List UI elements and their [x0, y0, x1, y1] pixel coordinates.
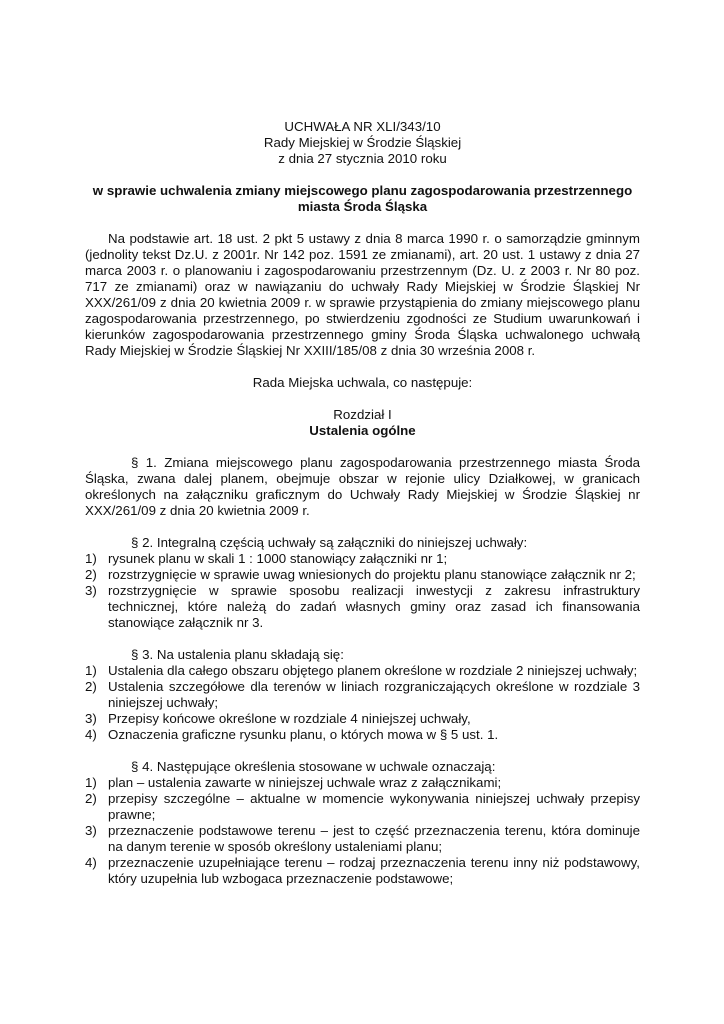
list-item: [85, 775, 640, 791]
list-item-text: rozstrzygnięcie w sprawie sposobu realizacji inwestycji z zakresu infrastruktury technicznej, które należą do zadań własnych gminy oraz zasad ich finansowania stanowiące załącznik nr 3.: [108, 583, 640, 630]
paragraph-1: § 1. Zmiana miejscowego planu zagospodarowania przestrzennego miasta Środa Śląska, zwana dalej planem, obejmuje obszar w rejonie ulicy Działkowej, w granicach określonych na załączniku graficznym do Uchwały Rady Miejskiej w Środzie Śląskiej nr XXX/261/09 z dnia 20 kwietnia 2009 r.: [85, 455, 640, 518]
list-item-text: przeznaczenie podstawowe terenu – jest to część przeznaczenia terenu, która dominuje na danym terenie w sposób określony ustaleniami planu;: [108, 823, 640, 854]
resolution-subject: [85, 183, 640, 215]
list-item-number: 3): [85, 823, 97, 838]
list-item-text: plan – ustalenia zawarte w niniejszej uchwale wraz z załącznikami;: [108, 775, 502, 790]
subject-line-1: w sprawie uchwalenia zmiany miejscowego planu zagospodarowania przestrzennego: [92, 183, 633, 198]
list-item: [85, 711, 640, 727]
paragraph-3-list: [85, 663, 640, 743]
list-item-number: 1): [85, 663, 97, 678]
list-item: [85, 855, 640, 887]
paragraph-2-intro: § 2. Integralną częścią uchwały są załączniki do niniejszej uchwały:: [131, 535, 528, 550]
paragraph-4-intro: § 4. Następujące określenia stosowane w uchwale oznaczają:: [131, 759, 496, 774]
list-item-text: przeznaczenie uzupełniające terenu – rodzaj przeznaczenia terenu inny niż podstawowy, który uzupełnia lub wzbogaca przeznaczenie podstawowe;: [108, 855, 640, 886]
list-item-text: Ustalenia szczegółowe dla terenów w liniach rozgraniczających określone w rozdziale 3 niniejszej uchwały;: [108, 679, 640, 710]
list-item-text: rysunek planu w skali 1 : 1000 stanowiący załączniki nr 1;: [108, 551, 448, 566]
subject-line-2: miasta Środa Śląska: [297, 199, 428, 214]
list-item-number: 2): [85, 567, 97, 582]
list-item-number: 3): [85, 711, 97, 726]
list-item-text: Oznaczenia graficzne rysunku planu, o których mowa w § 5 ust. 1.: [108, 727, 499, 742]
list-item-text: przepisy szczególne – aktualne w momencie wykonywania niniejszej uchwały przepisy prawne;: [108, 791, 640, 822]
resolves-line: Rada Miejska uchwala, co następuje:: [252, 375, 473, 390]
list-item: [85, 567, 640, 583]
list-item: [85, 583, 640, 631]
list-item-number: 2): [85, 679, 97, 694]
list-item-number: 4): [85, 727, 97, 742]
list-item-number: 1): [85, 775, 97, 790]
preamble: Na podstawie art. 18 ust. 2 pkt 5 ustawy z dnia 8 marca 1990 r. o samorządzie gminnym (jednolity tekst Dz.U. z 2001r. Nr 142 poz. 1591 ze zmianami), art. 20 ust. 1 ustawy z dnia 27 marca 2003 r. o planowaniu i zagospodarowaniu przestrzennym (Dz. U. z 2003 r. Nr 80 poz. 717 ze zmianami) oraz w nawiązaniu do uchwały Rady Miejskiej w Środzie Śląskiej Nr XXX/261/09 z dnia 20 kwietnia 2009 r. w sprawie przystąpienia do zmiany miejscowego planu zagospodarowania przestrzennego, po stwierdzeniu zgodności ze Studium uwarunkowań i kierunków zagospodarowania przestrzennego gminy Środa Śląska uchwalonego uchwałą Rady Miejskiej w Środzie Śląskiej Nr XXIII/185/08 z dnia 30 września 2008 r.: [85, 231, 640, 358]
list-item-text: rozstrzygnięcie w sprawie uwag wniesionych do projektu planu stanowiące załącznik nr 2;: [108, 567, 636, 582]
document-body: [85, 119, 640, 887]
list-item: [85, 727, 640, 743]
resolution-number: UCHWAŁA NR XLI/343/10: [284, 119, 441, 134]
list-item: [85, 823, 640, 855]
paragraph-2-list: [85, 551, 640, 631]
list-item: [85, 791, 640, 823]
paragraph-4-list: [85, 775, 640, 887]
paragraph-3-intro: § 3. Na ustalenia planu składają się:: [131, 647, 344, 662]
list-item: [85, 551, 640, 567]
list-item-number: 1): [85, 551, 97, 566]
resolution-date: z dnia 27 stycznia 2010 roku: [278, 151, 447, 166]
resolution-header: [85, 119, 640, 167]
list-item-text: Przepisy końcowe określone w rozdziale 4 niniejszej uchwały,: [108, 711, 471, 726]
chapter-title: Ustalenia ogólne: [309, 423, 416, 438]
list-item-text: Ustalenia dla całego obszaru objętego planem określone w rozdziale 2 niniejszej uchwały;: [108, 663, 638, 678]
list-item-number: 3): [85, 583, 97, 598]
list-item-number: 2): [85, 791, 97, 806]
chapter-heading: [85, 407, 640, 439]
list-item: [85, 679, 640, 711]
list-item: [85, 663, 640, 679]
list-item-number: 4): [85, 855, 97, 870]
chapter-number: Rozdział I: [333, 407, 392, 422]
council-name: Rady Miejskiej w Środzie Śląskiej: [263, 135, 462, 150]
